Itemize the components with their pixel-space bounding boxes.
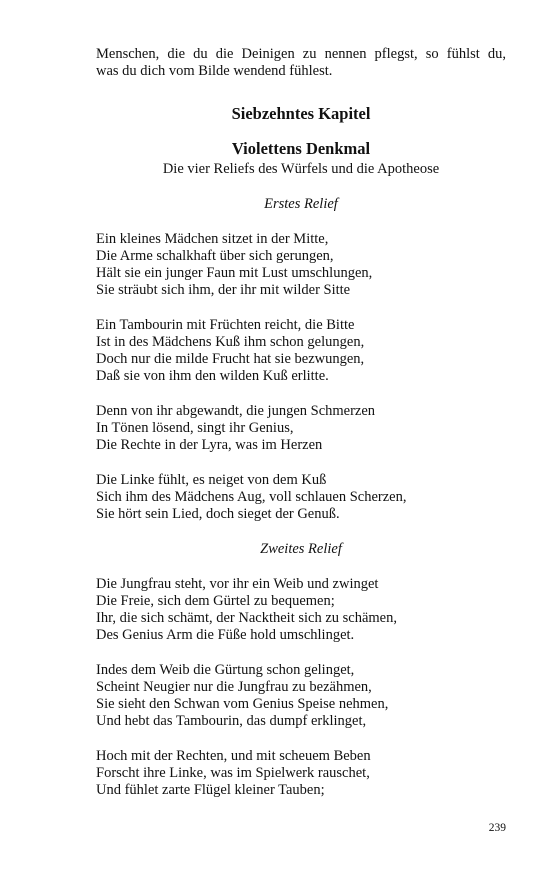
verse-line: Sich ihm des Mädchens Aug, voll schlauen Scherzen, bbox=[96, 489, 407, 505]
chapter-description: Die vier Reliefs des Würfels und die Apotheose bbox=[162, 161, 440, 177]
verse-line: Die Jungfrau steht, vor ihr ein Weib und zwinget bbox=[96, 576, 379, 592]
verse-line: Die Linke fühlt, es neiget von dem Kuß bbox=[96, 472, 327, 488]
verse-line: Forscht ihre Linke, was im Spielwerk rauschet, bbox=[96, 765, 370, 781]
verse-line: Sie sieht den Schwan vom Genius Speise nehmen, bbox=[96, 696, 389, 712]
verse-line: Ist in des Mädchens Kuß ihm schon gelungen, bbox=[96, 334, 365, 350]
verse-line: Die Arme schalkhaft über sich gerungen, bbox=[96, 248, 334, 264]
chapter-subtitle: Violettens Denkmal bbox=[231, 139, 371, 158]
verse-line: Und fühlet zarte Flügel kleiner Tauben; bbox=[96, 782, 325, 798]
stanza bbox=[96, 403, 506, 454]
relief-title: Zweites Relief bbox=[260, 541, 342, 557]
stanza bbox=[96, 576, 506, 644]
verse-line: Denn von ihr abgewandt, die jungen Schmerzen bbox=[96, 403, 376, 419]
intro-line: Menschen, die du die Deinigen zu nennen pflegst, so fühlst du, bbox=[96, 46, 506, 62]
verse-line: Ihr, die sich schämt, der Nacktheit sich zu schämen, bbox=[96, 610, 397, 626]
verse-line: Hoch mit der Rechten, und mit scheuem Beben bbox=[96, 748, 371, 764]
verse-line: Scheint Neugier nur die Jungfrau zu bezähmen, bbox=[96, 679, 372, 695]
intro-paragraph bbox=[96, 46, 506, 80]
verse-line: Hält sie ein junger Faun mit Lust umschlungen, bbox=[96, 265, 373, 281]
verse-line: Ein kleines Mädchen sitzet in der Mitte, bbox=[96, 231, 329, 247]
verse-line: Daß sie von ihm den wilden Kuß erlitte. bbox=[96, 368, 329, 384]
relief-title: Erstes Relief bbox=[264, 196, 338, 212]
stanza bbox=[96, 317, 506, 385]
verse-line: Und hebt das Tambourin, das dumpf erklinget, bbox=[96, 713, 367, 729]
verse-line: Indes dem Weib die Gürtung schon gelinget, bbox=[96, 662, 355, 678]
verse-line: Sie hört sein Lied, doch sieget der Genuß. bbox=[96, 506, 340, 522]
verse-line: In Tönen lösend, singt ihr Genius, bbox=[96, 420, 294, 436]
chapter-title: Siebzehntes Kapitel bbox=[231, 104, 371, 123]
intro-line: was du dich vom Bilde wendend fühlest. bbox=[96, 63, 333, 79]
verse-line: Des Genius Arm die Füße hold umschlinget. bbox=[96, 627, 355, 643]
stanza bbox=[96, 748, 506, 799]
verse-line: Die Rechte in der Lyra, was im Herzen bbox=[96, 437, 323, 453]
stanza bbox=[96, 472, 506, 523]
verse-line: Doch nur die milde Frucht hat sie bezwungen, bbox=[96, 351, 365, 367]
verse-line: Ein Tambourin mit Früchten reicht, die Bitte bbox=[96, 317, 355, 333]
verse-line: Sie sträubt sich ihm, der ihr mit wilder Sitte bbox=[96, 282, 351, 298]
page-content bbox=[96, 46, 506, 799]
verse-line: Die Freie, sich dem Gürtel zu bequemen; bbox=[96, 593, 335, 609]
page-number: 239 bbox=[488, 822, 506, 834]
stanza bbox=[96, 662, 506, 730]
stanza bbox=[96, 231, 506, 299]
